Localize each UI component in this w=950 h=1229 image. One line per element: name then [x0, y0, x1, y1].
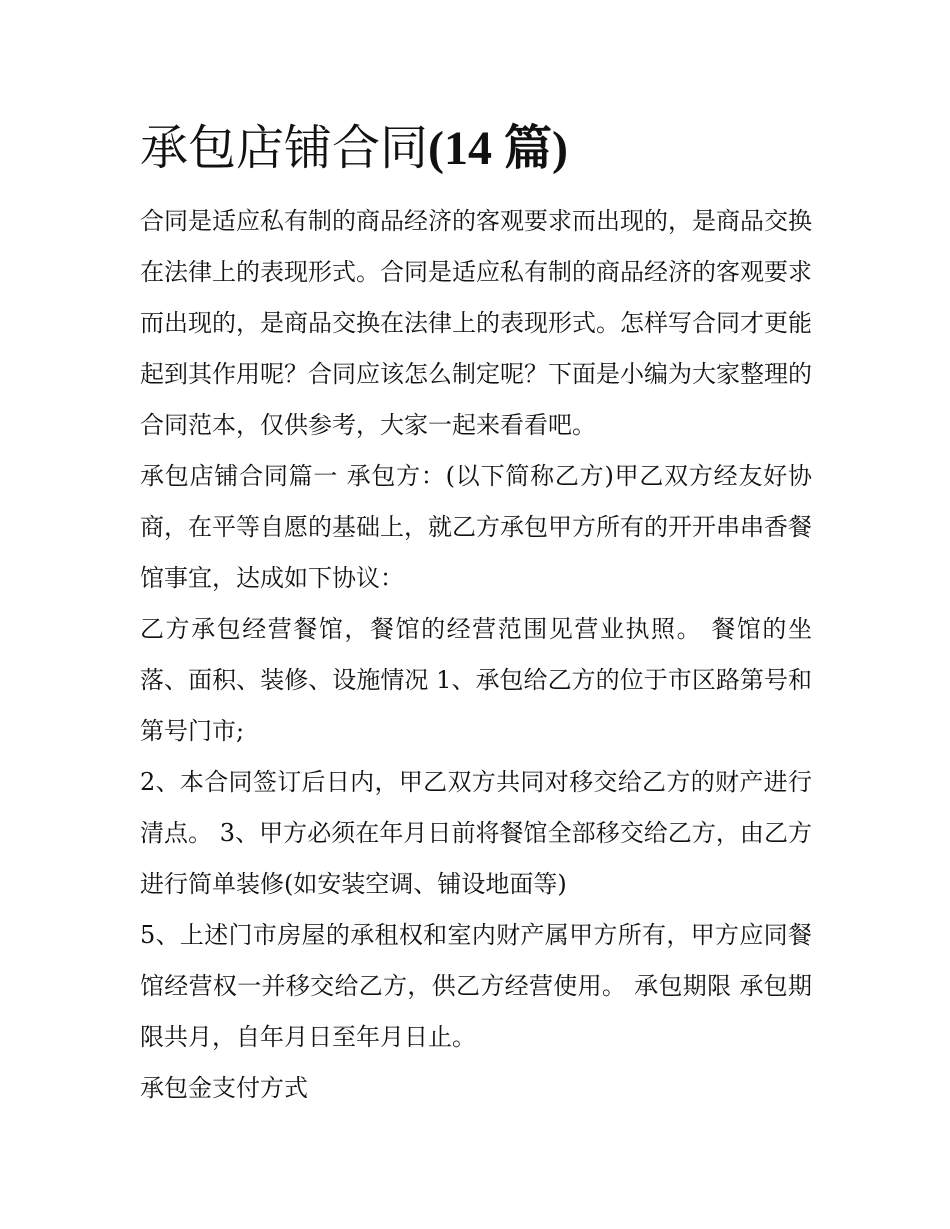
paragraph-intro: 合同是适应私有制的商品经济的客观要求而出现的，是商品交换在法律上的表现形式。合同是适应私有制的商品经济的客观要求而出现的，是商品交换在法律上的表现形式。怎样写合同才更能起到其作用呢？合同应该怎么制定呢？下面是小编为大家整理的合同范本，仅供参考，大家一起来看看吧。 [140, 207, 812, 439]
document-body [140, 196, 812, 1114]
paragraph-payment-heading: 承包金支付方式 [140, 1074, 308, 1102]
title-count: (14 篇) [428, 122, 568, 175]
paragraph-scope: 乙方承包经营餐馆，餐馆的经营范围见营业执照。 餐馆的坐落、面积、装修、设施情况 1、承包给乙方的位于市区路第号和第号门市; [140, 615, 812, 745]
paragraph-handover: 2、本合同签订后日内，甲乙双方共同对移交给乙方的财产进行清点。 3、甲方必须在年月日前将餐馆全部移交给乙方，由乙方进行简单装修(如安装空调、铺设地面等) [140, 768, 812, 898]
title-main: 承包店铺合同 [140, 120, 429, 176]
paragraph-term: 5、上述门市房屋的承租权和室内财产属甲方所有，甲方应同餐馆经营权一并移交给乙方，供乙方经营使用。 承包期限 承包期限共月，自年月日至年月日止。 [140, 921, 812, 1051]
document-title [140, 116, 820, 181]
paragraph-contract-one: 承包店铺合同篇一 承包方：(以下简称乙方)甲乙双方经友好协商，在平等自愿的基础上，就乙方承包甲方所有的开开串串香餐馆事宜，达成如下协议： [140, 462, 812, 592]
